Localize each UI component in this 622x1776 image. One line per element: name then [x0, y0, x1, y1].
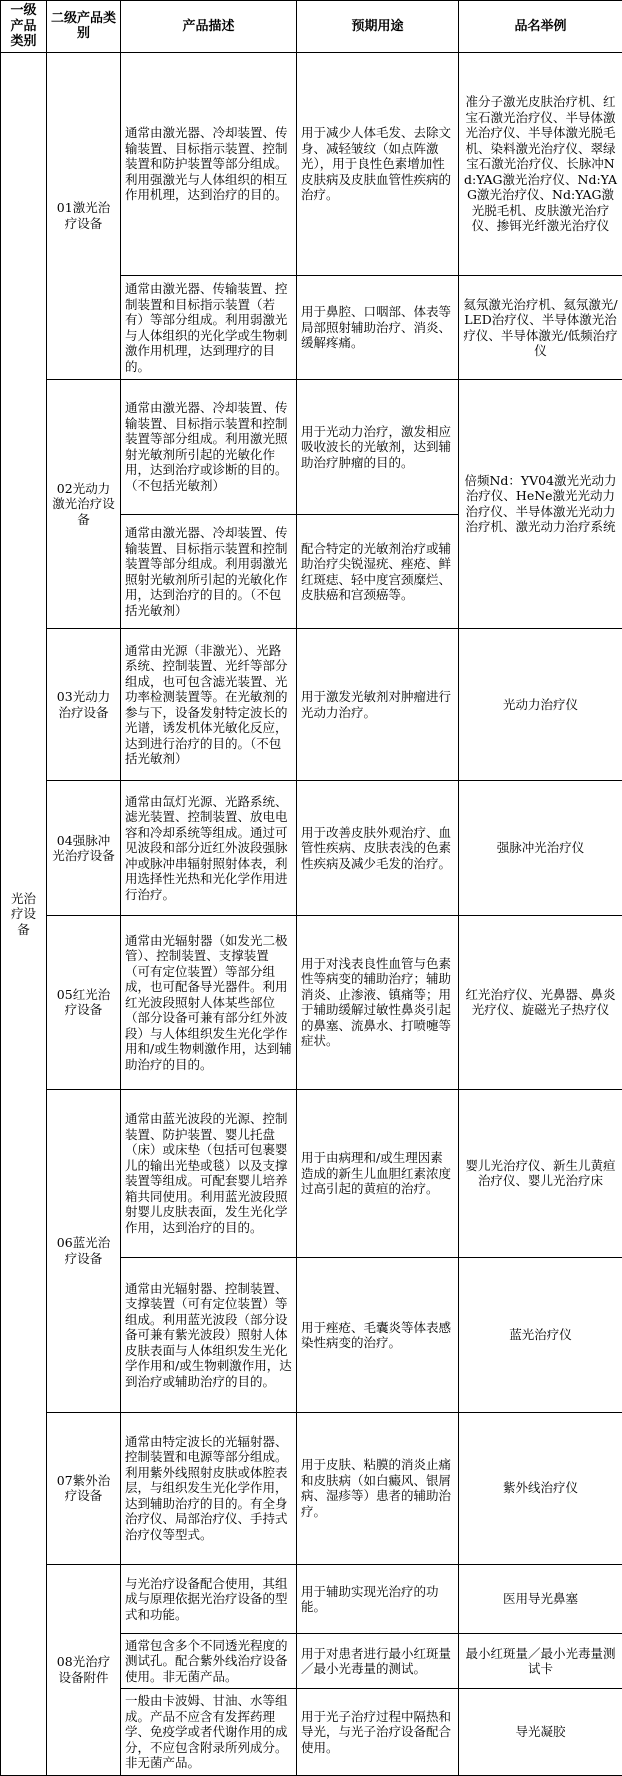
description-cell: 与光治疗设备配合使用，其组成与原理依据光治疗设备的型式和功能。 — [121, 1564, 297, 1634]
examples-cell: 红光治疗仪、光鼻器、鼻炎光疗仪、旋磁光子热疗仪 — [459, 916, 622, 1089]
intended-use-cell: 用于由病理和/或生理因素造成的新生儿血胆红素浓度过高引起的黄疸的治疗。 — [297, 1089, 459, 1258]
level2-category: 08光治疗设备附件 — [47, 1564, 121, 1775]
intended-use-cell: 用于光动力治疗，激发相应吸收波长的光敏剂，达到辅助治疗肿瘤的目的。 — [297, 379, 459, 514]
table-row — [1, 629, 622, 781]
table-row — [1, 1412, 622, 1564]
intended-use-cell: 用于皮肤、粘膜的消炎止痛和皮肤病（如白癜风、银屑病、湿疹等）患者的辅助治疗。 — [297, 1412, 459, 1564]
intended-use-cell: 用于减少人体毛发、去除文身、减轻皱纹（如点阵激光），用于良性色素增加性皮肤病及皮肤血管性疾病的治疗。 — [297, 52, 459, 276]
intended-use-cell: 用于辅助实现光治疗的功能。 — [297, 1564, 459, 1634]
examples-cell: 强脉冲光治疗仪 — [459, 781, 622, 916]
table-row — [1, 781, 622, 916]
examples-cell: 氦氖激光治疗机、氦氖激光/LED治疗仪、半导体激光治疗仪、半导体激光/低频治疗仪 — [459, 276, 622, 379]
header-description: 产品描述 — [121, 1, 297, 53]
description-cell: 通常由特定波长的光辐射器、控制装置和电源等部分组成。利用紫外线照射皮肤或体腔表层，与组织发生光化学作用，达到辅助治疗的目的。有全身治疗仪、局部治疗仪、手持式治疗仪等型式。 — [121, 1412, 297, 1564]
header-examples: 品名举例 — [459, 1, 622, 53]
description-cell: 通常由激光器、冷却装置、传输装置、目标指示装置和控制装置等部分组成。利用弱激光照射光敏剂所引起的光敏化作用，达到治疗的目的。（不包括光敏剂） — [121, 515, 297, 629]
header-row — [1, 1, 622, 53]
description-cell: 通常由光辐射器（如发光二极管）、控制装置、支撑装置（可有定位装置）等部分组成，也可配备导光器件。利用红光波段照射人体某些部位（部分设备可兼有部分红外波段）与人体组织发生光化学作用和/或生物刺激作用，达到辅助治疗的目的。 — [121, 916, 297, 1089]
description-cell: 通常由激光器、冷却装置、传输装置、目标指示装置和控制装置等部分组成。利用激光照射光敏剂所引起的光敏化作用，达到治疗或诊断的目的。（不包括光敏剂） — [121, 379, 297, 514]
description-cell: 通常由蓝光波段的光源、控制装置、防护装置、婴儿托盘（床）或床垫（包括可包裹婴儿的输出光垫或毯）以及支撑装置等组成。可配套婴儿培养箱共同使用。利用蓝光波段照射婴儿皮肤表面，发生光化学作用，达到治疗的目的。 — [121, 1089, 297, 1258]
table-row — [1, 52, 622, 276]
description-cell: 通常包含多个不同透光程度的测试孔。配合紫外线治疗设备使用。非无菌产品。 — [121, 1634, 297, 1688]
examples-cell: 准分子激光皮肤治疗机、红宝石激光治疗仪、半导体激光治疗仪、半导体激光脱毛机、染料激光治疗仪、翠绿宝石激光治疗仪、长脉冲Nd:YAG激光治疗仪、Nd:YAG激光治疗仪、Nd:YAG激光脱毛机、皮肤激光治疗仪、掺铒光纤激光治疗仪 — [459, 52, 622, 276]
description-cell: 通常由光辐射器、控制装置、支撑装置（可有定位装置）等组成。利用蓝光波段（部分设备可兼有紫光波段）照射人体皮肤表面与人体组织发生光化学作用和/或生物刺激作用，达到治疗或辅助治疗的目的。 — [121, 1258, 297, 1412]
examples-cell: 倍频Nd：YV04激光光动力治疗仪、HeNe激光光动力治疗仪、半导体激光光动力治疗机、激光动力治疗系统 — [459, 379, 622, 628]
header-intended-use: 预期用途 — [297, 1, 459, 53]
table-row — [1, 916, 622, 1089]
examples-cell: 医用导光鼻塞 — [459, 1564, 622, 1634]
examples-cell: 光动力治疗仪 — [459, 629, 622, 781]
level2-category: 02光动力激光治疗设备 — [47, 379, 121, 628]
description-cell: 一般由卡波姆、甘油、水等组成。产品不应含有发挥药理学、免疫学或者代谢作用的成分，不应包含附录所列成分。非无菌产品。 — [121, 1688, 297, 1775]
intended-use-cell: 用于痤疮、毛囊炎等体表感染性病变的治疗。 — [297, 1258, 459, 1412]
intended-use-cell: 用于改善皮肤外观治疗、血管性疾病、皮肤表浅的色素性疾病及减少毛发的治疗。 — [297, 781, 459, 916]
examples-cell: 紫外线治疗仪 — [459, 1412, 622, 1564]
table-row — [1, 379, 622, 514]
intended-use-cell: 用于对患者进行最小红斑量／最小光毒量的测试。 — [297, 1634, 459, 1688]
level1-category: 光治疗设备 — [1, 52, 47, 1776]
level2-category: 01激光治疗设备 — [47, 52, 121, 379]
description-cell: 通常由氙灯光源、光路系统、滤光装置、控制装置、放电电容和冷却系统等组成。通过可见波段和部分近红外波段强脉冲或脉冲串辐射照射体表，利用选择性光热和光化学作用进行治疗。 — [121, 781, 297, 916]
level2-category: 07紫外治疗设备 — [47, 1412, 121, 1564]
intended-use-cell: 用于鼻腔、口咽部、体表等局部照射辅助治疗、消炎、缓解疼痛。 — [297, 276, 459, 379]
level2-category: 04强脉冲光治疗设备 — [47, 781, 121, 916]
examples-cell: 婴儿光治疗仪、新生儿黄疸治疗仪、婴儿光治疗床 — [459, 1089, 622, 1258]
description-cell: 通常由激光器、冷却装置、传输装置、目标指示装置、控制装置和防护装置等部分组成。利用强激光与人体组织的相互作用机理，达到治疗的目的。 — [121, 52, 297, 276]
examples-cell: 最小红斑量／最小光毒量测试卡 — [459, 1634, 622, 1688]
table-row — [1, 1089, 622, 1258]
table-row — [1, 1564, 622, 1634]
examples-cell: 蓝光治疗仪 — [459, 1258, 622, 1412]
intended-use-cell: 配合特定的光敏剂治疗或辅助治疗尖锐湿疣、痤疮、鲜红斑痣、轻中度宫颈糜烂、皮肤癌和宫颈癌等。 — [297, 515, 459, 629]
header-level2: 二级产品类别 — [47, 1, 121, 53]
intended-use-cell: 用于激发光敏剂对肿瘤进行光动力治疗。 — [297, 629, 459, 781]
intended-use-cell: 用于对浅表良性血管与色素性等病变的辅助治疗；辅助消炎、止渗液、镇痛等；用于辅助缓解过敏性鼻炎引起的鼻塞、流鼻水、打喷嚏等症状。 — [297, 916, 459, 1089]
level2-category: 06蓝光治疗设备 — [47, 1089, 121, 1412]
level2-category: 03光动力治疗设备 — [47, 629, 121, 781]
level2-category: 05红光治疗设备 — [47, 916, 121, 1089]
header-level1: 一级产品类别 — [1, 1, 47, 53]
description-cell: 通常由激光器、传输装置、控制装置和目标指示装置（若有）等部分组成。利用弱激光与人体组织的光化学或生物刺激作用机理，达到理疗的目的。 — [121, 276, 297, 379]
description-cell: 通常由光源（非激光）、光路系统、控制装置、光纤等部分组成，也可包含滤光装置、光功率检测装置等。在光敏剂的参与下，设备发射特定波长的光谱，诱发机体光敏化反应，达到进行治疗的目的。（不包括光敏剂） — [121, 629, 297, 781]
intended-use-cell: 用于光子治疗过程中隔热和导光，与光子治疗设备配合使用。 — [297, 1688, 459, 1775]
examples-cell: 导光凝胶 — [459, 1688, 622, 1775]
